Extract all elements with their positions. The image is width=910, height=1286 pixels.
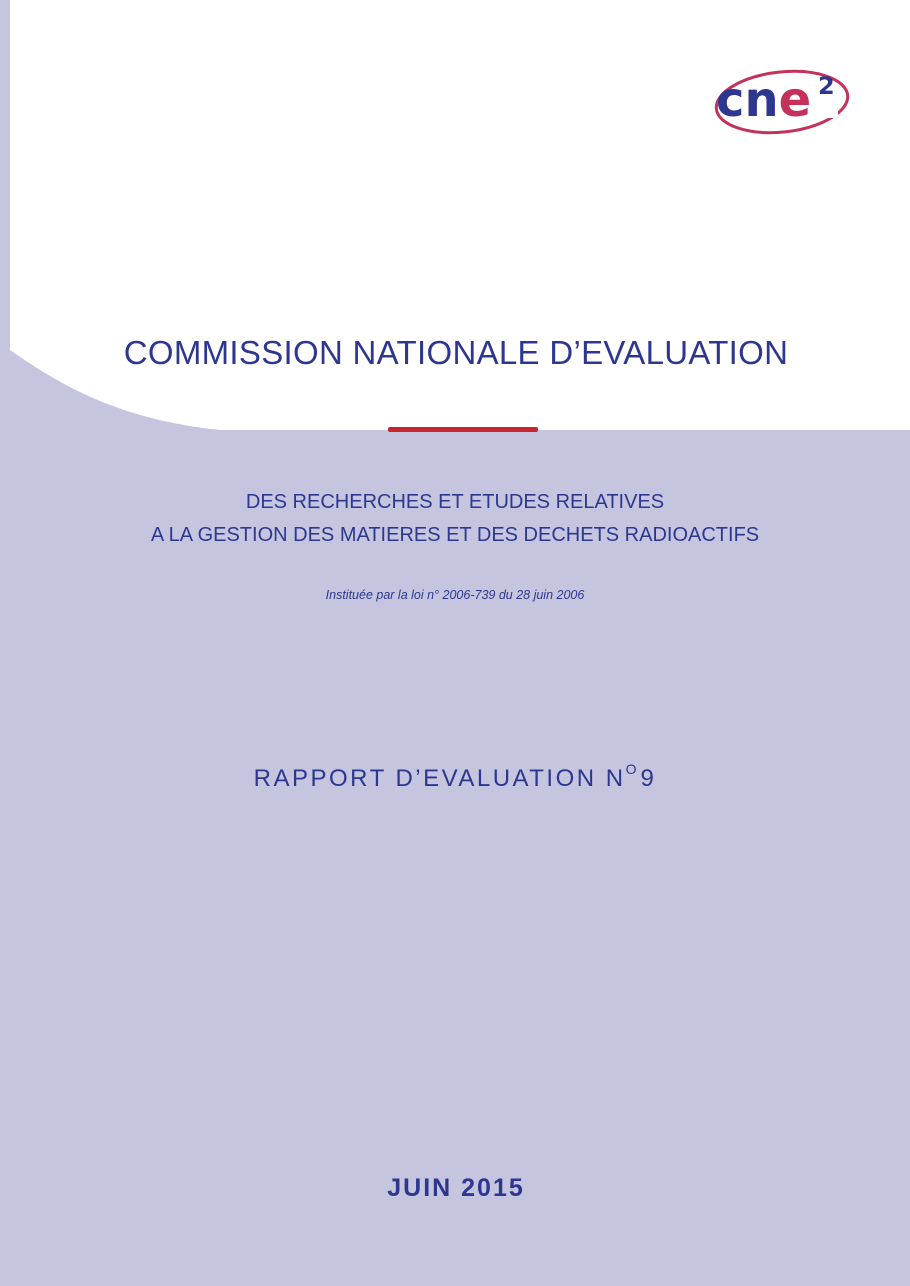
subtitle-line-2: A LA GESTION DES MATIERES ET DES DECHETS RADIOACTIFS [150,524,760,546]
logo-superscript: 2 [818,72,835,100]
report-number-sign: O [625,761,637,777]
legal-note: Instituée par la loi n° 2006-739 du 28 juin 2006 [325,588,585,602]
subtitle-line-1: DES RECHERCHES ET ETUDES RELATIVES [245,491,665,513]
report-number-value: 9 [640,765,657,792]
subtitle-block [0,486,910,552]
cne2-logo [712,58,854,140]
logo-letters: cne [716,72,812,128]
report-number [0,761,910,793]
red-divider [388,427,538,432]
publication-date: JUIN 2015 [387,1174,525,1202]
page-title: COMMISSION NATIONALE D’EVALUATION [123,334,789,371]
report-label: RAPPORT D’EVALUATION N [253,765,626,792]
